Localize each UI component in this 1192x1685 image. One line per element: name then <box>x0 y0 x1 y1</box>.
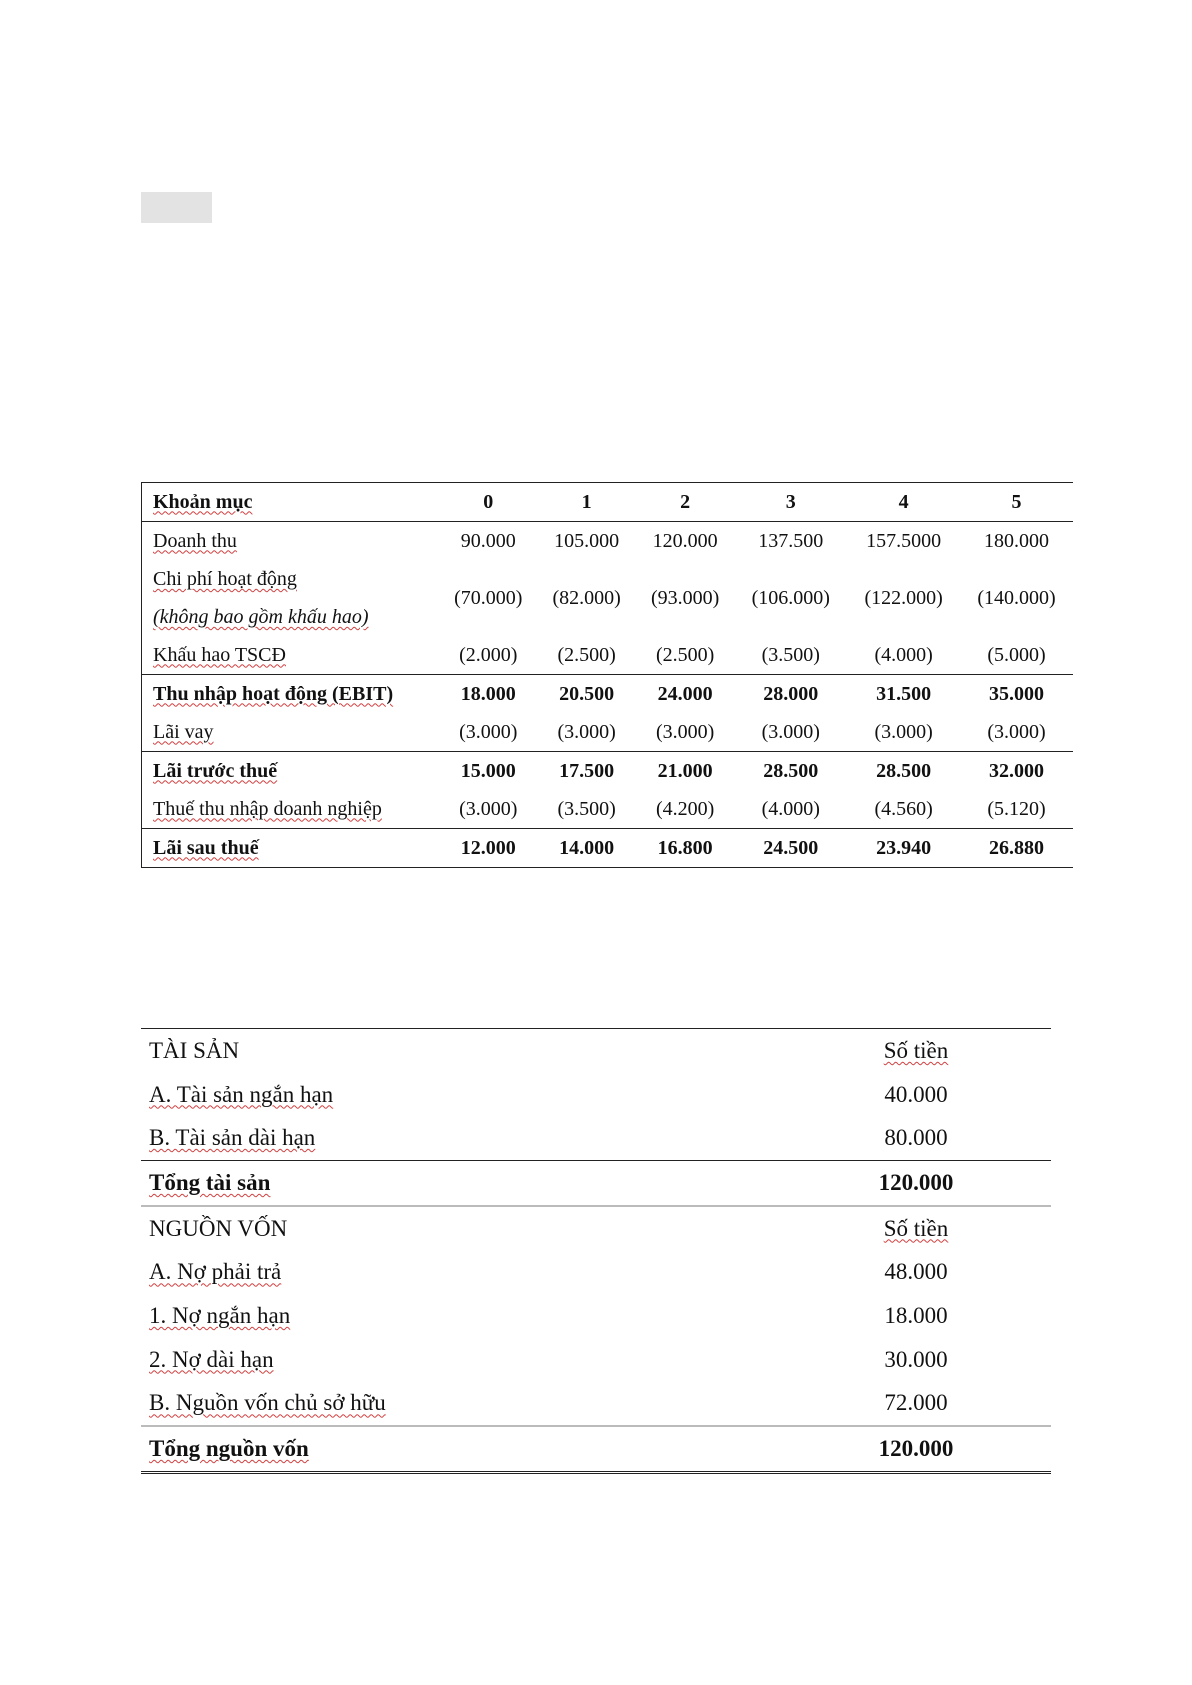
row-label: Thu nhập hoạt động (EBIT) <box>153 682 394 705</box>
cell-value: 14.000 <box>559 836 615 859</box>
row-label: B. Nguồn vốn chủ sở hữu <box>149 1390 386 1416</box>
cell-value: (3.000) <box>636 713 734 752</box>
table-row <box>141 1294 1051 1338</box>
cell-value: (2.500) <box>537 636 635 675</box>
row-label: Tổng nguồn vốn <box>141 1426 871 1472</box>
cell-value: 157.5000 <box>866 529 942 552</box>
cell-value: (3.000) <box>439 713 537 752</box>
row-label: Tổng tài sản <box>141 1161 871 1206</box>
row-label: Khấu hao TSCĐ <box>142 636 440 675</box>
section-header-row <box>141 1029 1051 1073</box>
cell-value: (93.000) <box>650 586 720 609</box>
cell-value: 20.500 <box>559 682 615 705</box>
header-year: 4 <box>847 483 960 522</box>
cell-value: (5.120) <box>960 790 1073 829</box>
amount-header: Số tiền <box>871 1206 1051 1251</box>
row-value: 72.000 <box>884 1390 948 1416</box>
row-value: 18.000 <box>884 1302 948 1328</box>
cell-value: 32.000 <box>989 759 1045 782</box>
header-year: 0 <box>439 483 537 522</box>
section-title: TÀI SẢN <box>141 1029 871 1073</box>
cell-value: (82.000) <box>552 586 621 609</box>
cell-value: (3.500) <box>734 636 847 675</box>
cell-value: 15.000 <box>460 759 516 782</box>
row-value: 30.000 <box>884 1346 948 1372</box>
row-value: 48.000 <box>884 1259 948 1285</box>
cell-value: (70.000) <box>454 586 523 609</box>
row-label: 2. Nợ dài hạn <box>149 1346 274 1372</box>
table-row <box>142 560 1074 636</box>
row-label: Thuế thu nhập doanh nghiệp <box>142 790 440 829</box>
cell-value: 17.500 <box>559 759 615 782</box>
header-year: 5 <box>960 483 1073 522</box>
cell-value: (4.000) <box>847 636 960 675</box>
cell-value: 21.000 <box>657 759 713 782</box>
cell-value: 26.880 <box>989 836 1045 859</box>
table-row <box>142 790 1074 829</box>
table-header-row <box>142 483 1074 522</box>
cell-value: 16.800 <box>657 836 713 859</box>
row-label: A. Tài sản ngắn hạn <box>149 1081 334 1107</box>
section-header-row <box>141 1206 1051 1251</box>
table-row <box>141 1073 1051 1117</box>
cell-value: 105.000 <box>554 529 620 552</box>
cell-value: 180.000 <box>984 529 1050 552</box>
cell-value: (3.000) <box>734 713 847 752</box>
balance-sheet-table <box>141 1028 1051 1474</box>
header-label: Khoản mục <box>142 483 440 522</box>
table-row <box>142 522 1074 561</box>
row-value: 80.000 <box>884 1125 948 1151</box>
row-label: 1. Nợ ngắn hạn <box>149 1302 291 1328</box>
cell-value: 24.000 <box>657 682 713 705</box>
income-statement-table <box>141 482 1073 868</box>
cell-value: (106.000) <box>751 586 830 609</box>
cell-value: 28.500 <box>876 759 932 782</box>
header-year: 3 <box>734 483 847 522</box>
cell-value: 28.500 <box>763 759 819 782</box>
cell-value: 24.500 <box>763 836 819 859</box>
cell-value: 120.000 <box>652 529 718 552</box>
row-value: 40.000 <box>884 1081 948 1107</box>
header-year: 2 <box>636 483 734 522</box>
amount-header: Số tiền <box>871 1029 1051 1073</box>
table-row <box>142 713 1074 752</box>
table-row <box>142 829 1074 868</box>
table-row <box>141 1338 1051 1382</box>
row-label: B. Tài sản dài hạn <box>149 1125 316 1151</box>
row-value: 120.000 <box>871 1161 1051 1206</box>
cell-value: (2.500) <box>636 636 734 675</box>
cell-value: (3.000) <box>847 713 960 752</box>
row-label: Chi phí hoạt động (không bao gồm khấu hao) <box>153 568 369 628</box>
cell-value: 137.500 <box>758 529 824 552</box>
cell-value: 23.940 <box>876 836 932 859</box>
cell-value: 31.500 <box>876 682 932 705</box>
table-row <box>142 752 1074 791</box>
cell-value: 12.000 <box>460 836 516 859</box>
table-row <box>142 675 1074 714</box>
cell-value: 18.000 <box>460 682 516 705</box>
cell-value: (3.500) <box>537 790 635 829</box>
cell-value: (4.200) <box>636 790 734 829</box>
table-row <box>142 636 1074 675</box>
row-value: 120.000 <box>871 1426 1051 1472</box>
cell-value: (4.560) <box>847 790 960 829</box>
cell-value: (5.000) <box>960 636 1073 675</box>
row-label: Lãi trước thuế <box>153 759 278 782</box>
total-row <box>141 1161 1051 1206</box>
cell-value: (4.000) <box>734 790 847 829</box>
cell-value: (3.000) <box>439 790 537 829</box>
header-year: 1 <box>537 483 635 522</box>
highlight-placeholder <box>141 192 212 223</box>
section-title: NGUỒN VỐN <box>141 1206 871 1251</box>
total-row <box>141 1426 1051 1472</box>
cell-value: 90.000 <box>460 529 516 552</box>
row-label: Lãi sau thuế <box>153 836 259 859</box>
cell-value: (3.000) <box>537 713 635 752</box>
cell-value: 28.000 <box>763 682 819 705</box>
table-row <box>141 1250 1051 1294</box>
row-label: Doanh thu <box>153 529 237 552</box>
cell-value: (3.000) <box>960 713 1073 752</box>
cell-value: 35.000 <box>989 682 1045 705</box>
cell-value: (122.000) <box>864 586 943 609</box>
table-row <box>141 1116 1051 1160</box>
row-label: A. Nợ phải trả <box>149 1259 282 1285</box>
cell-value: (2.000) <box>439 636 537 675</box>
row-label: Lãi vay <box>142 713 440 752</box>
cell-value: (140.000) <box>977 586 1056 609</box>
table-row <box>141 1382 1051 1427</box>
